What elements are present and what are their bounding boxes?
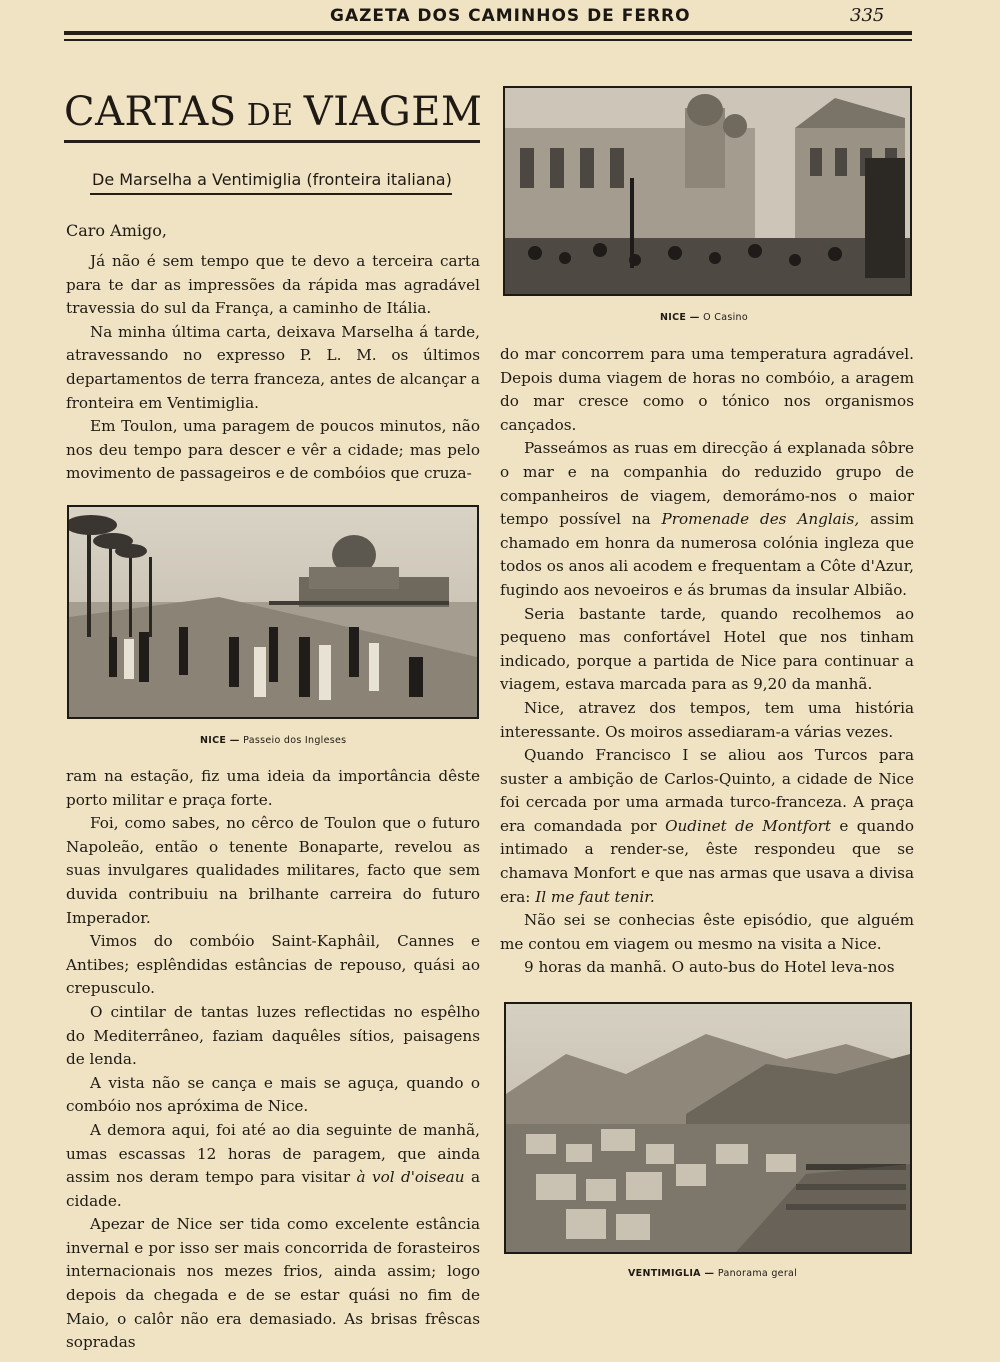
caption-nice-casino: NICE — O Casino <box>660 312 748 323</box>
paragraph: Apezar de Nice ser tida como excelente estância invernal e por isso ser mais concorrida de forasteiros internacionais nos mezes frios, ainda assim; logo depois da chegada e de se estar quási no fim de Maio, o calôr não era demasiado. As brisas frêscas sopradas <box>66 1215 480 1352</box>
greeting: Caro Amigo, <box>66 221 167 240</box>
header-rule <box>64 31 912 35</box>
caption-nice-promenade: NICE — Passeio dos Ingleses <box>200 735 347 746</box>
title-word-3: VIAGEM <box>303 89 483 135</box>
paragraph: O cintilar de tantas luzes reflectidas no espêlho do Mediterrâneo, faziam daquêles sítios, paisagens de lenda. <box>66 1002 480 1069</box>
header-rule-thin <box>64 39 912 41</box>
title-word-1: CARTAS <box>64 89 237 135</box>
photo-ventimiglia <box>504 1002 912 1254</box>
right-column <box>500 343 914 980</box>
paragraph: Na minha última carta, deixava Marselha á tarde, atravessando no expresso P. L. M. os últimos departamentos de terra franceza, antes de alcançar a fronteira em Ventimiglia. <box>66 322 480 412</box>
left-column-top <box>66 250 480 486</box>
paragraph: Vimos do combóio Saint-Kaphâil, Cannes e Antibes; esplêndidas estâncias de repouso, quási ao crepusculo. <box>66 932 480 998</box>
running-header-title: GAZETA DOS CAMINHOS DE FERRO <box>330 6 691 26</box>
title-underline <box>64 140 480 143</box>
paragraph: A demora aqui, foi até ao dia seguinte de manhã, umas escassas 12 horas de paragem, que ainda assim nos deram tempo para visitar à vol d'oiseau a cidade. <box>66 1120 481 1210</box>
casino-illustration <box>505 88 910 294</box>
subtitle-underline <box>90 193 452 195</box>
paragraph: do mar concorrem para uma temperatura agradável. Depois duma viagem de horas no combóio, a aragem do mar cresce como o tónico nos organismos cançados. <box>500 345 914 434</box>
paragraph: 9 horas da manhã. O auto-bus do Hotel leva-nos <box>524 958 895 977</box>
paragraph: Foi, como sabes, no cêrco de Toulon que o futuro Napoleão, então o tenente Bonaparte, revelou as suas invulgares qualidades militares, facto que sem duvida contribuiu na brilhante carreira do futuro Imperador. <box>66 814 480 927</box>
photo-nice-promenade <box>67 505 479 719</box>
page-number: 335 <box>850 5 885 26</box>
paragraph: Seria bastante tarde, quando recolhemos ao pequeno mas confortável Hotel que nos tinham indicado, porque a partida de Nice para continuar a viagem, estava marcada para as 9,20 da manhã. <box>500 604 914 694</box>
photo-nice-casino <box>503 86 912 296</box>
paragraph: Nice, atravez dos tempos, tem uma história interessante. Os moiros assediaram-a várias vezes. <box>500 698 914 741</box>
paragraph: Não sei se conhecias êste episódio, que alguém me contou em viagem ou mesmo na visita a Nice. <box>500 911 914 953</box>
promenade-illustration <box>69 507 477 717</box>
caption-ventimiglia: VENTIMIGLIA — Panorama geral <box>628 1268 798 1279</box>
title-word-2: DE <box>246 98 294 133</box>
paragraph: ram na estação, fiz uma ideia da importância dêste porto militar e praça forte. <box>66 767 480 809</box>
paragraph: Passeámos as ruas em direcção á explanada sôbre o mar e na companhia do reduzido grupo de companheiros de viagem, demorámo-nos o maior tempo possível na Promenade des Anglais, assim chamado em honra da numerosa colónia ingleza que todos os anos ali acodem e frequentam a Côte d'Azur, fugindo aos nevoeiros e ás brumas da insular Albião. <box>500 439 914 599</box>
left-column-bottom <box>66 765 480 1355</box>
paragraph: Já não é sem tempo que te devo a terceira carta para te dar as impressões da rápida mas agradável travessia do sul da França, a caminho de Itália. <box>66 252 480 318</box>
ventimiglia-illustration <box>506 1004 910 1252</box>
paragraph: Em Toulon, uma paragem de poucos minutos, não nos deu tempo para descer e vêr a cidade; mas pelo movimento de passageiros e de combóios que cruza- <box>66 417 480 483</box>
paragraph: Quando Francisco I se aliou aos Turcos para suster a ambição de Carlos-Quinto, a cidade de Nice foi cercada por uma armada turco-franceza. A praça era comandada por Oudinet de Montfort e quando intimado a render-se, êste respondeu que se chamava Monfort e que nas armas que usava a divisa era: Il me faut tenir. <box>500 746 914 906</box>
paragraph: A vista não se cança e mais se aguça, quando o combóio nos apróxima de Nice. <box>66 1073 480 1116</box>
article-subtitle: De Marselha a Ventimiglia (fronteira italiana) <box>92 170 452 189</box>
article-title <box>64 88 484 140</box>
